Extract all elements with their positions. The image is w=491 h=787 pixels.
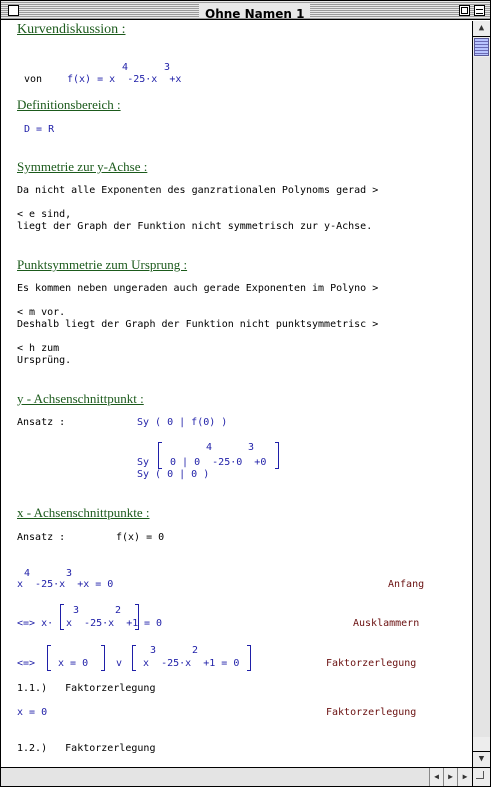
eq3-part-1: x = 0 — [52, 658, 95, 669]
eq3-prefix: <=> — [17, 658, 36, 669]
heading-x-achsenschnittpunkte: x - Achsenschnittpunkte : — [17, 505, 150, 520]
y-paren-left — [158, 442, 162, 469]
heading-definitionsbereich: Definitionsbereich : — [17, 97, 121, 112]
scroll-up-arrow-icon[interactable]: ▲ — [473, 21, 490, 37]
y-ansatz-label: Ansatz : — [17, 417, 66, 428]
eq2-paren-left — [60, 604, 64, 630]
window-title-container — [199, 3, 310, 21]
fn-von-label: von — [24, 74, 43, 85]
point-symmetry-line-2: < m vor. — [17, 307, 66, 318]
scroll-right-arrow-icon[interactable]: ▶ — [443, 768, 457, 786]
equation-x-equals-0: x = 0 — [17, 707, 48, 718]
eq3-exp-3: 3 — [150, 645, 157, 656]
eq3-exp-2: 2 — [192, 645, 199, 656]
y-intercept-result: Sy ( 0 | 0 ) — [137, 469, 210, 480]
y-exp-3: 3 — [248, 442, 255, 453]
collapse-box[interactable] — [474, 5, 485, 16]
y-sy-prefix: Sy — [137, 457, 150, 468]
eq3-paren1-left — [47, 645, 51, 671]
symmetry-text-line-3: liegt der Graph der Funktion nicht symmetrisch zur y-Achse. — [17, 221, 373, 232]
scroll-left-arrow-icon[interactable]: ◀ — [429, 768, 443, 786]
eq2-exp-3: 3 — [73, 605, 80, 616]
x-ansatz-equation: f(x) = 0 — [116, 532, 165, 543]
eq1-exp-4: 4 — [24, 568, 31, 579]
horizontal-scrollbar[interactable] — [1, 767, 472, 786]
eq3-paren2-right — [247, 645, 251, 671]
eq2-prefix: <=> x· — [17, 618, 54, 629]
label-faktorzerlegung-2: Faktorzerlegung — [326, 707, 417, 718]
vertical-scroll-thumb[interactable] — [474, 38, 489, 56]
eq3-or-symbol: v — [116, 658, 123, 669]
close-box[interactable] — [8, 5, 19, 16]
title-bar[interactable] — [1, 1, 490, 20]
eq3-paren2-left — [132, 645, 136, 671]
y-intercept-formula: Sy ( 0 | f(0) ) — [137, 417, 228, 428]
section-1-1: 1.1.) Faktorzerlegung — [17, 683, 156, 694]
eq3-paren1-right — [101, 645, 105, 671]
domain-value: D = R — [24, 124, 55, 135]
equation-ausklammern: x -25·x +1 — [66, 618, 139, 629]
label-anfang: Anfang — [388, 579, 425, 590]
resize-grow-box[interactable] — [472, 767, 490, 786]
x-ansatz-label: Ansatz : — [17, 532, 66, 543]
vertical-scroll-track[interactable] — [473, 57, 490, 737]
point-symmetry-line-4: < h zum — [17, 343, 60, 354]
zoom-box[interactable] — [459, 5, 470, 16]
symmetry-text-line-1: Da nicht alle Exponenten des ganzrationalen Polynoms gerad > — [17, 185, 379, 196]
y-exp-4: 4 — [206, 442, 213, 453]
vertical-scrollbar[interactable] — [472, 21, 490, 767]
heading-kurvendiskussion: Kurvendiskussion : — [17, 22, 126, 37]
symmetry-text-line-2: < e sind, — [17, 209, 72, 220]
document-content[interactable] — [1, 21, 472, 767]
label-faktorzerlegung-1: Faktorzerlegung — [326, 658, 417, 669]
label-ausklammern: Ausklammern — [353, 618, 420, 629]
point-symmetry-line-5: Ursprüng. — [17, 355, 72, 366]
function-definition: f(x) = x -25·x +x — [67, 74, 182, 85]
fn-exponent-4: 4 — [122, 62, 129, 73]
point-symmetry-line-1: Es kommen neben ungeraden auch gerade Exponenten im Polyno > — [17, 283, 379, 294]
equation-anfang: x -25·x +x = 0 — [17, 579, 114, 590]
eq1-exp-3: 3 — [66, 568, 73, 579]
heading-symmetrie: Symmetrie zur y-Achse : — [17, 159, 148, 174]
fn-exponent-3: 3 — [164, 62, 171, 73]
eq2-suffix: = 0 — [144, 618, 163, 629]
window-title: Ohne Namen 1 — [205, 7, 305, 21]
eq3-part-2: x -25·x +1 = 0 — [137, 658, 246, 669]
heading-punktsymmetrie: Punktsymmetrie zum Ursprung : — [17, 257, 188, 272]
scroll-right-end-arrow-icon[interactable]: ▶ — [457, 768, 472, 786]
scroll-down-arrow-icon[interactable]: ▼ — [473, 751, 490, 767]
heading-y-achsenschnittpunkt: y - Achsenschnittpunkt : — [17, 391, 144, 406]
eq2-paren-right — [135, 604, 139, 630]
y-intercept-substitution: 0 | 0 -25·0 +0 — [164, 457, 273, 468]
section-1-2: 1.2.) Faktorzerlegung — [17, 743, 156, 754]
y-paren-right — [275, 442, 279, 469]
eq2-exp-2: 2 — [115, 605, 122, 616]
point-symmetry-line-3: Deshalb liegt der Graph der Funktion nicht punktsymmetrisc > — [17, 319, 379, 330]
